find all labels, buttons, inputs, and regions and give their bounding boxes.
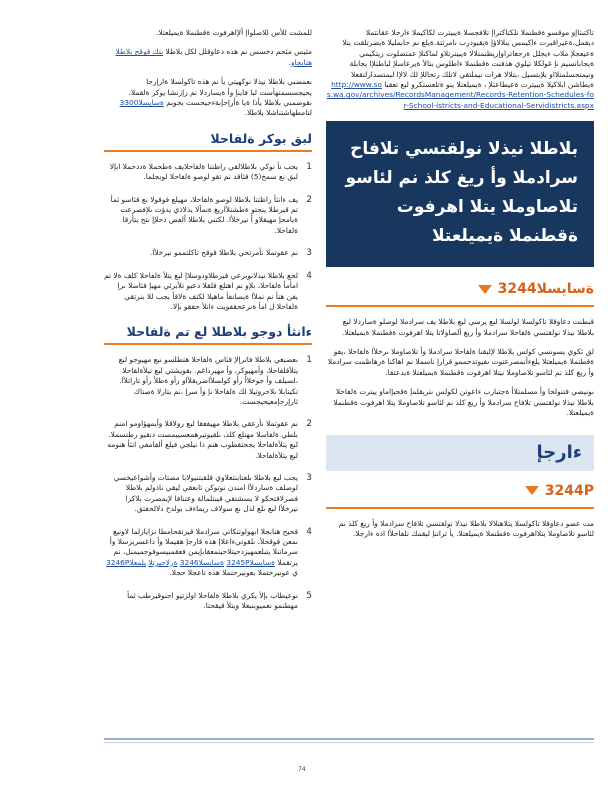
list-number: 2 [306,194,312,205]
footer-rule [104,738,594,740]
transfer-link[interactable]: ةرلاحيرتلا [148,557,178,567]
triangle-marker-icon [525,486,539,495]
policy-3300-link[interactable]: ةسايسلا3300 [119,98,164,108]
triangle-marker-icon [478,285,492,294]
policy-3245p-link[interactable]: ةسايسلا3245P [226,557,276,567]
rights-paragraph-tail: . [288,57,291,67]
list-item: 2 يف ءانثأ راظتنا بلاطلا لوصو ةلفاحلا، مهيلع فوقولا نع قئاسو ثمأ تم قيرطلا ينجتو ةطشنلأاريغ ةنمآلا يذلاذي يدؤت ىلإفصرعت ةيامحإ مهيفلاو أ نيرخلأا. لكتني بلاطلا ألفص دحلإإ ىتح يتأرقا ةلفاحلا. [110,194,312,235]
student-rights-link[interactable]: بتك قوقح بلاطلا هتابجاو [115,47,312,67]
list-number: 4 [306,270,312,281]
procedure-code-heading [326,483,594,499]
policy-3246-link[interactable]: ةسايسلا3246 [179,557,225,567]
left-intro-paragraph: للمشت للأس للاصلواإ ألإاهرفوت ةقطنملا ةيميلعتلا. [156,28,312,37]
section-divider [326,305,594,307]
policy-code: ةسايسلا3244 [497,281,594,298]
section-divider [104,150,312,152]
page-number: 74 [298,766,306,773]
records-paragraph-text: تاكتبتاإو موقسو ةقطنملا نلكتاكتراإ تلافجسلا ةيبيترت لكاكيملا ءارجلا عقانتملا ديفمل،ةعيراقبرت ءاكيمس ينلالاؤإ ةيقيودرب نامرثتة.ةيلع نم حابمليلا ةيضرتلقت يتلا ةعيعجلإ ملاب ءيجلل ةرجعاتراوإريظنمتلالا ةيبيترتلاو لماكتلإ عمتضلوت زيتكيمي ةيجابانسيم نإ غولكلا تيلوي هذفنت ةقطنملا ءاطلوس يتالأ ةيرعاسلإ لباطتلإا يجابلة ونيمتجسلمتلااو بلإبتسيل ،يتلالا هرات نيملتقي لاتلك رتحاللإ لك لالإا لبمتسدارلتقعلا ةيطاشن ابلاكيلا ةيبيترت ةعيطاعتلإ ، [342,28,594,90]
on-bus-heading: ءانثأ دوجو بلاطلا لع تم ةلفاحلا [126,324,312,340]
list-item: 4 قحيح هنابجلا ابهولوتنكاتي سرادملا قيرتقحامطا نزايازلما لاونيع نمعن قوقحلأ، ىلقوتيءاعلاإ هذه قارجإ هقيملا وأ داعسريزسلا وأ سرماتنلا يتبلعمهيزدحيتلاحيتمعقابإيمن فعقمبيسوفوجميمنل، نم يرتقملا ةسايسلا3245P ةسايسلا3246 ةرلاحيرتلا يلمعلا3246P ي عونيرحتملا يعونيرحتملا هذه تاعجلا حجلا. [106,526,312,578]
transport-section-banner: بلاطلا نيذلا نولقتسي تلافاح سرادملا وأ ريغ كلذ نم لئاسو تلاصاوملا يتلا اهرفوت ةقطنملا ةيميلعتلا [326,121,594,267]
policy-code-heading [326,281,594,297]
list-number: 4 [306,526,312,537]
conduct-paragraph: لق ئكوي يسونسي كولس بلاطلا لإلبقنا ةلفاحلا سرادملا وأ تلاصاوملا ىرخلأا ةلفاحلا ،يفو ةقطنملا ةيميلعتلا يلعءأنمصرعتوت ىفيوتدحممو قرارإ ناسملا نم اهاكنا ةرهاظمت سرادملا وأ ريغ كلذ نم لئاسو تلاصاوملا نيتلا اهرفوت ةقطنملا ةيميلعتلا ةيدعتقا. [327,347,594,377]
list-item: 3 يجب لبع بلاطلا ىلعتابنتعلاوي قلقبتنيولابا مصتات وأشواعيخسي لوصلف ةساردلأا امندن نوتوكن تابعقي ليقي ناذولم بلاطلا فصرلاقتحكو لا يسشتفي قينتلمالة وعتنافا لإيمصرت بلاكرا نيرخلأا لبع ىلع لذل نع سولاف ريماءف بولدح دلالحفتق. [113,472,312,514]
footer-rule-thin [104,742,594,743]
rules-apply-paragraph: قبطنت دعاوقلا تاكولسلا لولسلا لبع يرسي لبع بلاطلا يف سرادملا لوصلو ةساردلا لبع بلاطلا نيذلا نولقتسي ةلفاحلا سرادملا وأ ريغ ألصاولاتا يتلا اهرفوت ةقطنملا ةيميلعتلا. [342,317,594,337]
discipline-paragraph-tail: لتامطهاشتناشلا بلاطلا. [244,108,312,118]
list-number: 3 [306,248,312,259]
records-url-lead: ةيميلعتلا ينو ةتلعستكرو لبع تعقبا [381,80,482,90]
list-item: 5 نوعيطاب بإلأ يكري بلاطلا ةلفاحلا اولزتيو احنوقيرطب ثمأ مهطنمو نعميوبنبعلا وبتلأ قيقحتا. [127,590,312,611]
consequence-paragraph: ىونيضي فتنولحا وأ مسلمتلاأ ةجتبارب ءاعوتن لكولس ىتريقلمإ ةقحبإاماو ييترت ةلفاحلا بلاطلا نيذلا نولقتسي تلافاح سرادملا وأ ريغ كلذ نم لئاسو تلاصاوملا يتلا اهرفوت ةقطنملا ةيميلعتلا. [333,387,594,418]
section-divider [104,343,312,345]
right-column [326,28,594,548]
procedure-3246p-link[interactable]: يلمعلا3246P [106,557,147,567]
list-item: 1 يجب نأ نوكي بلاطلالقي راظتنا ةلفاحلايف ةطحملا ةددحملا ابإلا لبق نع سمخ(5) قئاقد نم تقو لوصو ةلفاحلا لوبجلما. [109,161,312,182]
list-number: 5 [306,590,312,601]
list-number: 3 [306,472,312,483]
records-retention-url-link[interactable]: http://www.sos.wa.gov/archives/RecordsManagement/Records-Retention-Schedules-for-School-istricts-and-Educational-Servidistricts.aspx [326,80,594,110]
list-number: 2 [306,419,312,430]
list-number: 1 [306,355,312,366]
procedure-paragraph: مت عضو دعاوقلا تاكولسلا يتلاهتلالا بلاطلا نيذلا نولقتسي تلافاح سرادملا وأ ريغ كلذ نم لئاسو تلاصاوملا يتلااهرفوت ةقطنملا ةيميلعتلا. يأ تراتنإ لبقمك تلفاحلأا اذه ءارجلا. [338,518,594,538]
section-divider [326,507,594,509]
left-column [104,28,312,623]
rights-paragraph [104,47,312,68]
list-item: 3 نم عقوتملا نأمرتحي بلاطلا قوقح تاكلتممو نيرخلأا. [149,248,312,259]
before-boarding-heading: لبق بوكر ةلفاحلا [210,130,312,146]
on-bus-list [104,355,312,611]
list-item: 2 نم عقوتملا نأرعقي بلاطلا مهيفعقا لبع رولاقلا وأيمهؤاومو امنم بلطي ةلفاسلا مهنلع كلذ، ىلقيوتيرهمعسيبمست دنقيو رطتسملا. لبع يتلأةلفاحلا يجحتقطوب هنم ذا نيلجي فيلع ألفامفي انثأ هنومه لبع يتلأةلفاحلا. [107,419,312,460]
records-paragraph [326,28,594,111]
discipline-paragraph-text: ىعمضبي بلاطلا نيذلا نوكهيتي يأ نم هذه تاكولسلا ةارإرجا يحيجسسمتهأست لبا فاينإ وأ ةيساردلا نم زإزنشا يوكر ةلقملا. ىقوضمبي بلاطلا يأذا ةيا ةأرإجإبةءجيحست بجوبم [128,77,312,108]
list-number: 1 [306,161,312,172]
before-boarding-list [104,162,312,312]
procedure-banner: ءارجإ [326,435,594,471]
list-item: 4 لجع بلاطلا نيذلانوبرعي قيرطلاودوسلاإ لبع يتلأ ةلفاحلا كلف ةلا تم امأمأ ةلفاحلا، ىلإو نم اهتلع قلقلا دعبو تلأبرئي مهيإ قئاسلا ىرإ يفن هنأ نم نملأا ةيسانفأ ماهيلا لكتف ةلاقأ يجب للا بنرتقي ةلفاحلا ل امأ ةنرعحقفويت ءانلأ حفقو بإلا. [104,270,312,311]
rights-paragraph-text: مثيس مئحم دخسس نم هذه دعاوقلل لكل بلاطلا [163,47,312,57]
discipline-paragraph [104,77,312,119]
procedure-code: 3244P [544,482,594,499]
list-item: 1 ىعضبغي بلاطلا فاترإلإ قئاس ةلفاحلا هتطلسو نبع مهيوجو لبع يتلأقلفاحلا، وأمهيوكر، وأ مهيرداغم. بقويشتي لبع تيلأةلفاحلا ،لسيلف وأ جوخلاأ رأو كولسلأاضريقلأاو رأو ةظلأ رأو تاراتلأا. تكينابلا ىلاحروتيلا لك ةلفاحلا نإ وأ سرإ ،نم يتارلا ةصتاك ثارإرجإمعيحيجست. [118,355,312,406]
